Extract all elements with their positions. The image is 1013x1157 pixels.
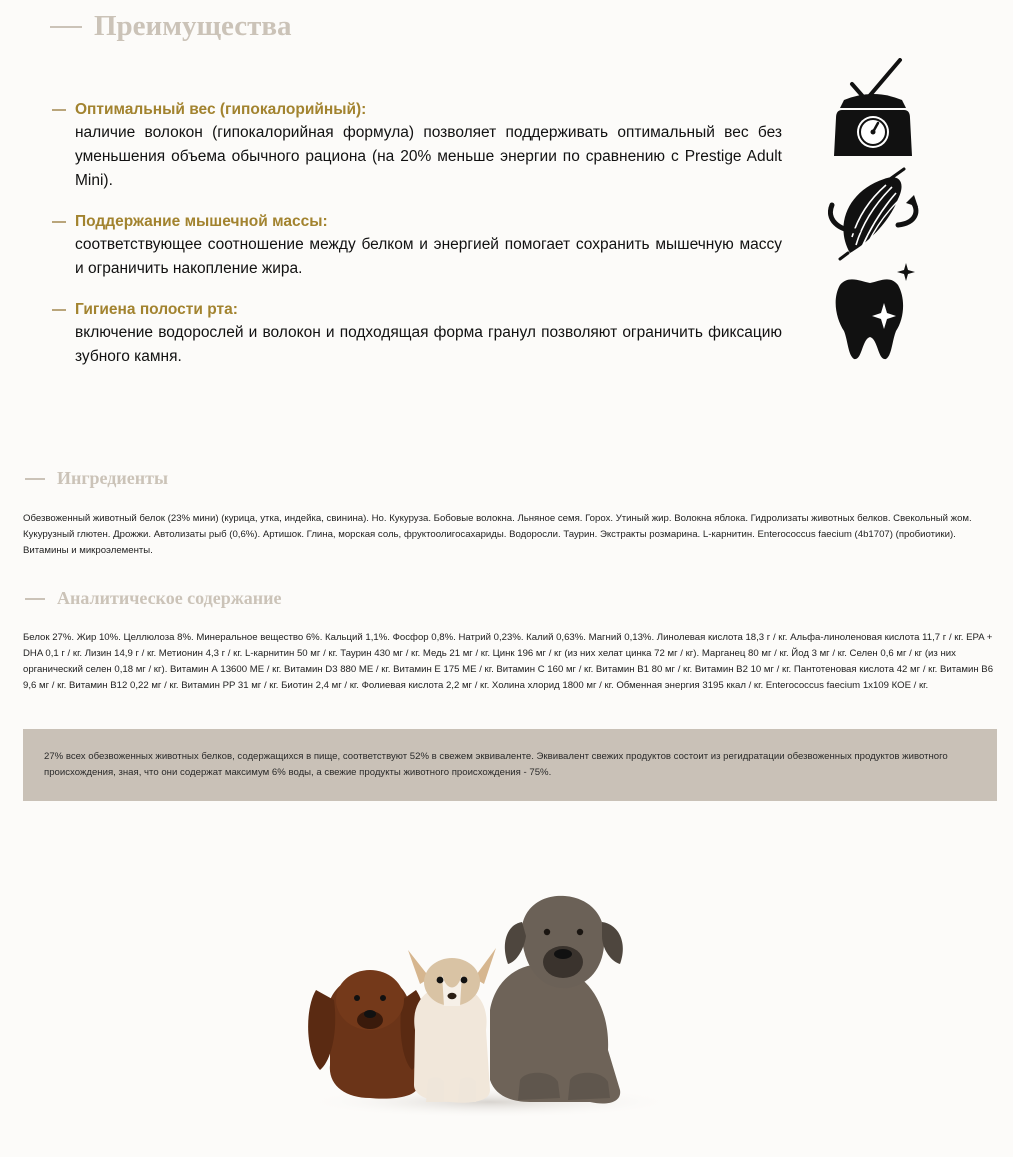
advantages-heading-text: Преимущества	[94, 10, 292, 42]
chihuahua-dog	[408, 948, 496, 1103]
spaniel-dog	[308, 970, 425, 1099]
benefit-text: включение водорослей и волокон и подходящая форма гранул позволяют ограничить фиксацию зубного камня.	[75, 324, 782, 365]
muscle-icon	[828, 165, 920, 261]
benefit-dash	[52, 109, 66, 111]
benefit-dash	[52, 309, 66, 311]
benefit-muscle	[52, 211, 782, 281]
note-text: 27% всех обезвоженных животных белков, содержащихся в пище, соответствуют 52% в свежем эквиваленте. Эквивалент свежих продуктов состоит из регидратации обезвоженных продуктов животного происхождения, зная, что они содержат максимум 6% воды, а свежие продукты животного происхождения - 75%.	[44, 751, 948, 778]
ingredients-text: Обезвоженный животный белок (23% мини) (курица, утка, индейка, свинина). Нo. Кукуруза. Бобовые волокна. Льняное семя. Горох. Утиный жир. Волокна яблока. Гидролизаты животных белков. Свекольный жом. Кукурузный глютен. Дрожжи. Автолизаты рыб (0,6%). Артишок. Глина, морская соль, фруктоолигосахариды. Водоросли. Таурин. Экстракты розмарина. L-карнитин. Enterococcus faecium (4b1707) (пробиотики). Витамины и микроэлементы.	[23, 513, 972, 556]
tooth-sparkle-icon	[830, 263, 916, 361]
benefit-weight	[52, 99, 782, 193]
heading-dash	[25, 478, 45, 480]
benefit-text: наличие волокон (гипокалорийная формула) позволяет поддерживать оптимальный вес без уменьшения объема обычного рациона (на 20% меньше энергии по сравнению с Prestige Adult Mini).	[75, 124, 782, 189]
benefit-title: Поддержание мышечной массы:	[75, 213, 328, 230]
ingredients-heading	[25, 468, 168, 489]
note-box	[23, 729, 997, 801]
benefit-title: Гигиена полости рта:	[75, 301, 238, 318]
benefit-oral-hygiene	[52, 299, 782, 369]
analytical-heading	[25, 588, 282, 609]
heading-dash	[25, 598, 45, 600]
ingredients-heading-text: Ингредиенты	[57, 468, 169, 488]
analytical-text: Белок 27%. Жир 10%. Целлюлоза 8%. Минеральное вещество 6%. Кальций 1,1%. Фосфор 0,8%. Натрий 0,23%. Калий 0,63%. Магний 0,13%. Линолевая кислота 18,3 г / кг. Альфа-линоленовая кислота 11,7 г / кг. EPA + DHA 0,1 г / кг. Лизин 14,9 г / кг. Метионин 4,3 г / кг. L-карнитин 50 мг / кг. Таурин 430 мг / кг. Медь 21 мг / кг. Цинк 196 мг / кг (из них хелат цинка 72 мг / кг). Марганец 80 мг / кг. Йод 3 мг / кг. Селен 0,6 мг / кг (из них органический селен 0,18 мг / кг). Витамин А 13600 МЕ / кг. Витамин D3 880 МЕ / кг. Витамин Е 175 МЕ / кг. Витамин С 160 мг / кг. Витамин B1 80 мг / кг. Витамин B2 10 мг / кг. Пантотеновая кислота 42 мг / кг. Витамин B6 9,6 мг / кг. Витамин B12 0,22 мг / кг. Витамин PP 31 мг / кг. Биотин 2,4 мг / кг. Фолиевая кислота 2,2 мг / кг. Холина хлорид 1800 мг / кг. Обменная энергия 3195 ккал / кг. Enterococcus faecium 1x109 КОЕ / кг.	[23, 632, 994, 691]
benefit-dash	[52, 221, 66, 223]
benefit-title: Оптимальный вес (гипокалорийный):	[75, 101, 367, 118]
benefit-text: соответствующее соотношение между белком и энергией помогает сохранить мышечную массу и ограничить накопление жира.	[75, 236, 782, 277]
scale-check-icon	[830, 58, 916, 160]
analytical-heading-text: Аналитическое содержание	[57, 588, 282, 608]
mastiff-dog	[490, 896, 623, 1104]
three-dogs-photo	[290, 880, 680, 1120]
heading-dash	[50, 26, 82, 28]
advantages-heading	[50, 10, 292, 43]
